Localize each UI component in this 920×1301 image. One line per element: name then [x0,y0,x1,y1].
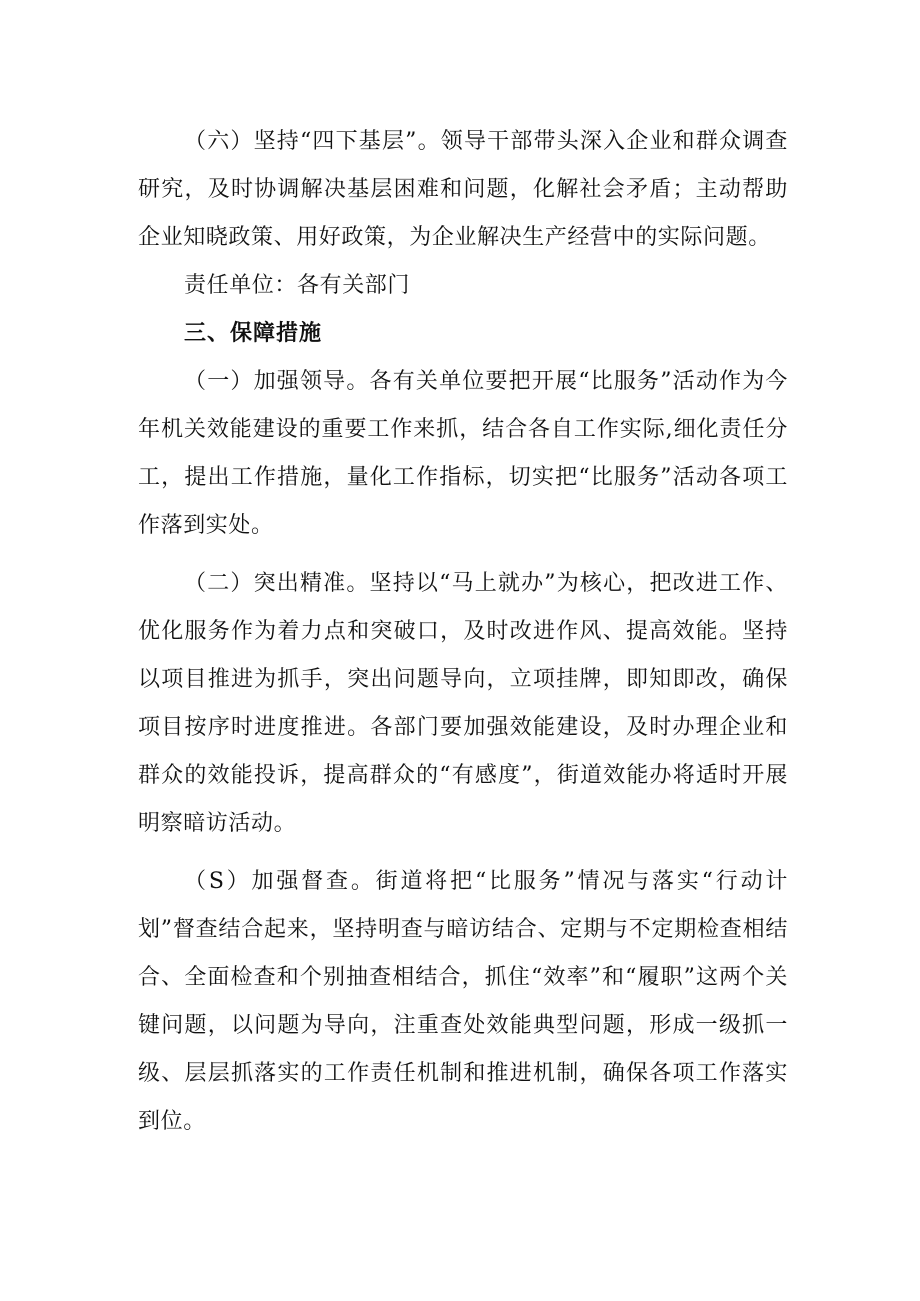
document-body [138,118,788,1146]
paragraph-measure-one: （一）加强领导。各有关单位要把开展“比服务”活动作为今年机关效能建设的重要工作来抓，结合各自工作实际,细化责任分工，提出工作措施，量化工作指标，切实把“比服务”活动各项工作落到实处。 [138,369,788,538]
paragraph-section-six: （六）坚持“四下基层”。领导干部带头深入企业和群众调查研究，及时协调解决基层困难和问题，化解社会矛盾；主动帮助企业知晓政策、用好政策，为企业解决生产经营中的实际问题。 [138,129,788,250]
heading-safeguard-measures: 三、保障措施 [184,321,323,346]
paragraph-responsible-unit: 责任单位：各有关部门 [184,273,411,298]
paragraph-measure-three: （S）加强督查。街道将把“比服务”情况与落实“行动计划”督查结合起来，坚持明查与暗访结合、定期与不定期检查相结合、全面检查和个别抽查相结合，抓住“效率”和“履职”这两个关键问题，以问题为导向，注重查处效能典型问题，形成一级抓一级、层层抓落实的工作责任机制和推进机制，确保各项工作落实到位。 [138,869,788,1134]
paragraph-measure-two: （二）突出精准。坚持以“马上就办”为核心，把改进工作、优化服务作为着力点和突破口，及时改进作风、提高效能。坚持以项目推进为抓手，突出问题导向，立项挂牌，即知即改，确保项目按序时进度推进。各部门要加强效能建设，及时办理企业和群众的效能投诉，提高群众的“有感度”，街道效能办将适时开展明察暗访活动。 [138,571,788,836]
